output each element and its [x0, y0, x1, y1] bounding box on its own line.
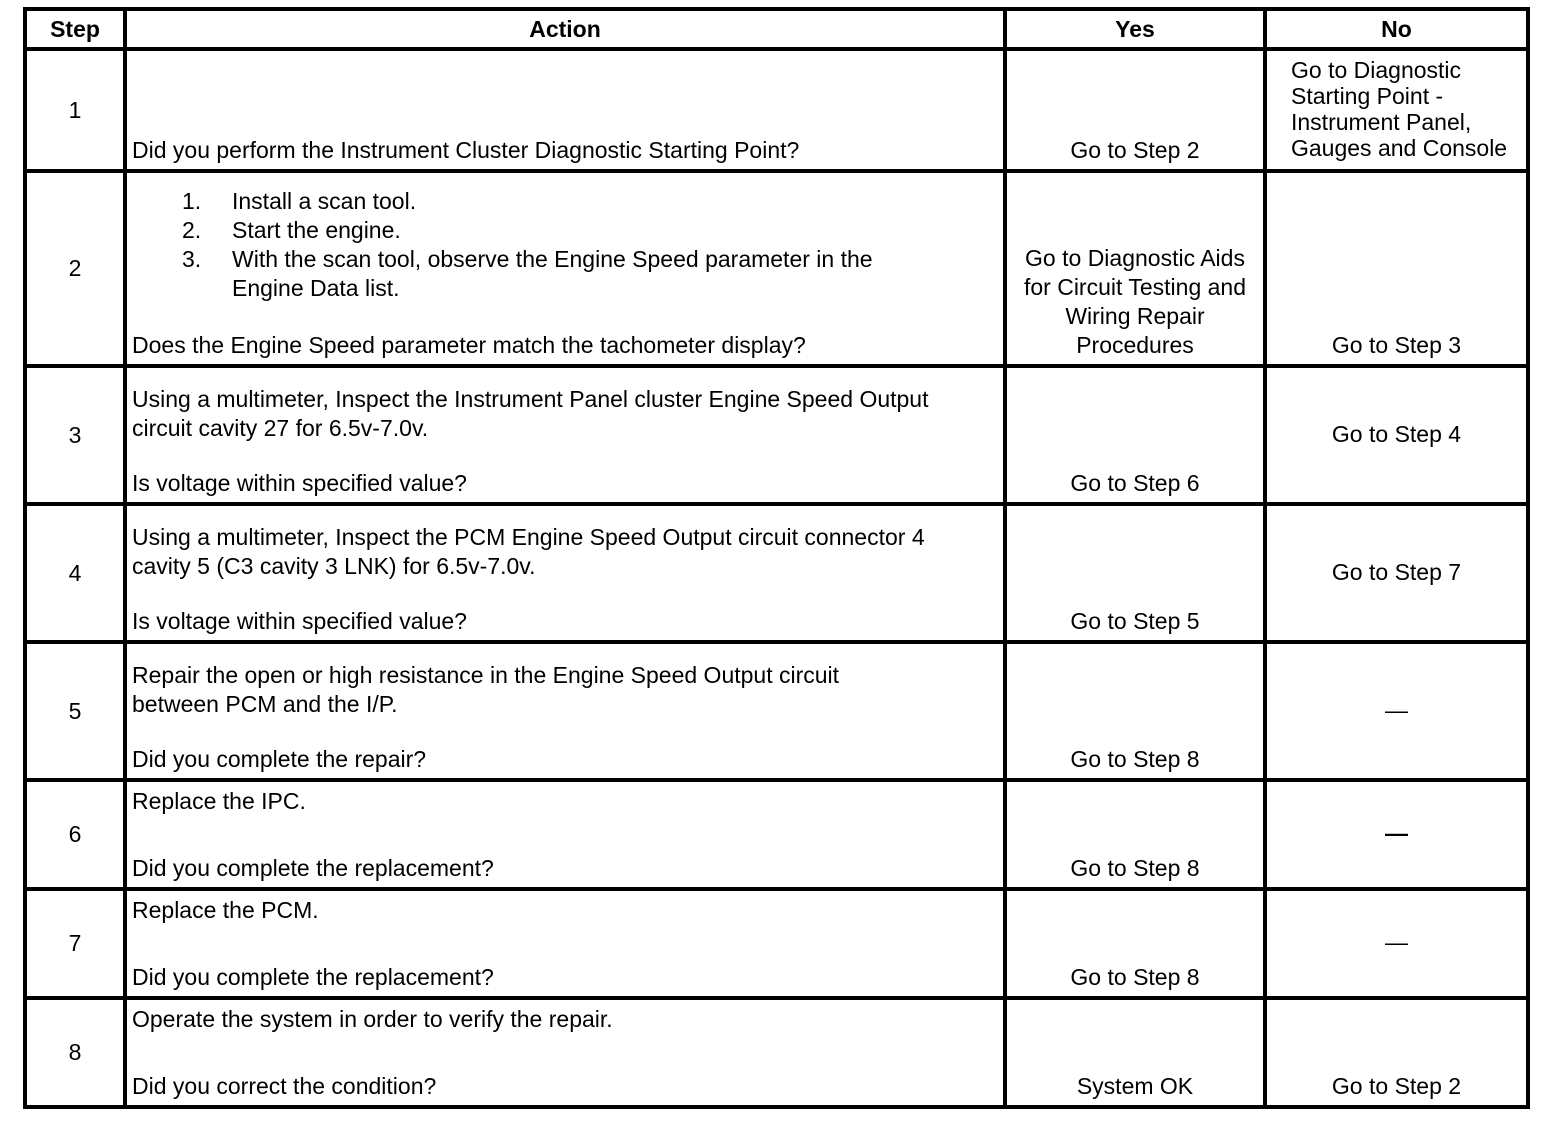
action-cell: [125, 366, 1005, 504]
action-cell: [125, 998, 1005, 1107]
substep-number: 1.: [182, 188, 202, 214]
action-cell: [125, 889, 1005, 998]
table-row: [25, 642, 1528, 780]
step-number: 3: [25, 366, 125, 504]
step-number: 6: [25, 780, 125, 889]
substep-list: [132, 187, 999, 303]
substep-text: With the scan tool, observe the Engine Speed parameter in the Engine Data list.: [232, 246, 873, 301]
no-cell: —: [1265, 889, 1528, 998]
step-number: 1: [25, 49, 125, 171]
diagnostic-table: [23, 7, 1530, 1109]
table-row: [25, 504, 1528, 642]
step-number: 4: [25, 504, 125, 642]
action-question: Did you complete the repair?: [132, 746, 427, 772]
table-row: [25, 171, 1528, 366]
no-cell: Go to Step 2: [1265, 998, 1528, 1107]
yes-cell: Go to Step 8: [1005, 642, 1265, 780]
table-row: [25, 889, 1528, 998]
list-item: [182, 187, 999, 216]
table-row: [25, 366, 1528, 504]
substep-number: 2.: [182, 217, 202, 243]
yes-cell: Go to Step 8: [1005, 889, 1265, 998]
yes-cell: Go to Step 8: [1005, 780, 1265, 889]
yes-cell: Go to Step 6: [1005, 366, 1265, 504]
no-text: Go to Diagnostic Starting Point - Instrument Panel, Gauges and Console: [1291, 57, 1508, 161]
yes-cell: Go to Diagnostic Aids for Circuit Testing and Wiring Repair Procedures: [1005, 171, 1265, 366]
action-question: Did you complete the replacement?: [132, 855, 494, 881]
action-cell: [125, 49, 1005, 171]
step-number: 2: [25, 171, 125, 366]
header-step: Step: [25, 9, 125, 49]
no-cell: Go to Step 3: [1265, 171, 1528, 366]
step-number: 8: [25, 998, 125, 1107]
action-cell: [125, 642, 1005, 780]
action-question: Does the Engine Speed parameter match the tachometer display?: [132, 332, 806, 358]
action-question: Did you correct the condition?: [132, 1073, 437, 1099]
header-action: Action: [125, 9, 1005, 49]
action-question: Did you perform the Instrument Cluster Diagnostic Starting Point?: [132, 137, 800, 163]
list-item: [182, 216, 999, 245]
no-cell: Go to Step 4: [1265, 366, 1528, 504]
substep-number: 3.: [182, 246, 202, 272]
yes-cell: Go to Step 2: [1005, 49, 1265, 171]
action-cell: [125, 171, 1005, 366]
substep-text: Install a scan tool.: [232, 188, 417, 214]
action-instruction: Using a multimeter, Inspect the PCM Engine Speed Output circuit connector 4 cavity 5 (C3 cavity 3 LNK) for 6.5v-7.0v.: [132, 524, 925, 579]
table-row: [25, 998, 1528, 1107]
table-header-row: [25, 9, 1528, 49]
step-number: 5: [25, 642, 125, 780]
no-cell: —: [1265, 780, 1528, 889]
yes-cell: Go to Step 5: [1005, 504, 1265, 642]
action-instruction: Using a multimeter, Inspect the Instrument Panel cluster Engine Speed Output circuit cavity 27 for 6.5v-7.0v.: [132, 386, 929, 441]
list-item: [182, 245, 999, 303]
action-question: Did you complete the replacement?: [132, 964, 494, 990]
action-instruction: Replace the IPC.: [132, 788, 306, 814]
action-instruction: Replace the PCM.: [132, 897, 319, 923]
action-question: Is voltage within specified value?: [132, 608, 467, 634]
yes-cell: System OK: [1005, 998, 1265, 1107]
header-no: No: [1265, 9, 1528, 49]
table-row: [25, 780, 1528, 889]
no-cell: —: [1265, 642, 1528, 780]
action-cell: [125, 780, 1005, 889]
no-cell: Go to Step 7: [1265, 504, 1528, 642]
header-yes: Yes: [1005, 9, 1265, 49]
action-cell: [125, 504, 1005, 642]
step-number: 7: [25, 889, 125, 998]
no-cell: [1265, 49, 1528, 171]
substep-text: Start the engine.: [232, 217, 401, 243]
action-question: Is voltage within specified value?: [132, 470, 467, 496]
action-instruction: Operate the system in order to verify the repair.: [132, 1006, 613, 1032]
table-row: [25, 49, 1528, 171]
action-instruction: Repair the open or high resistance in the Engine Speed Output circuit between PCM and the I/P.: [132, 662, 840, 717]
